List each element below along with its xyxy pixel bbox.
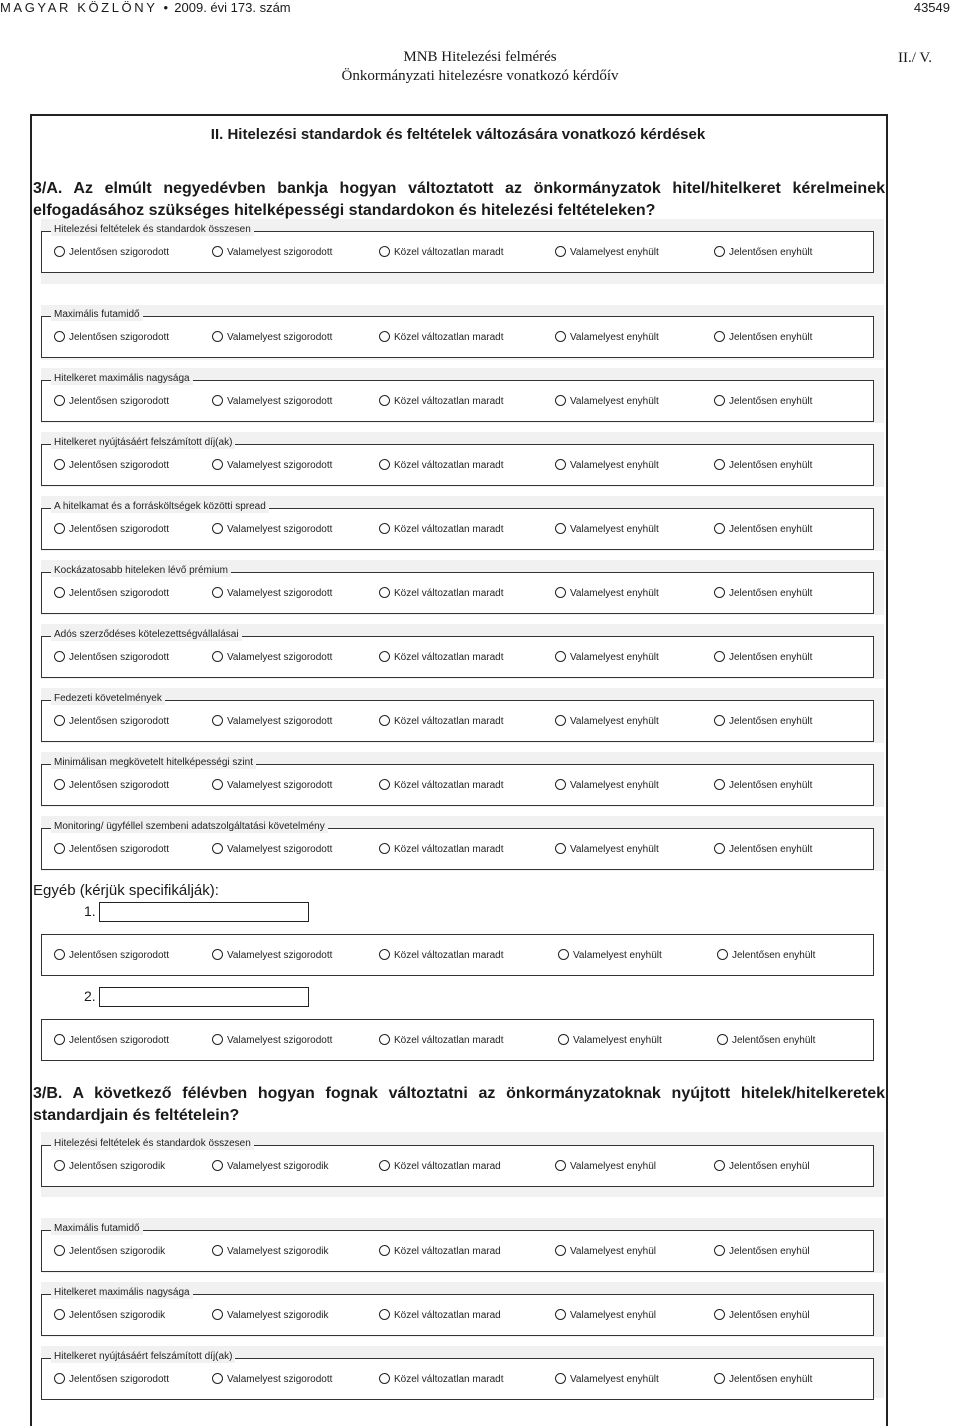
option-label: Valamelyest szigorodott bbox=[227, 247, 333, 258]
option-label: Jelentősen szigorodott bbox=[69, 396, 170, 407]
radio-circle-icon[interactable] bbox=[212, 523, 223, 534]
radio-circle-icon[interactable] bbox=[714, 523, 725, 534]
radio-circle-icon[interactable] bbox=[714, 715, 725, 726]
radio-circle-icon[interactable] bbox=[212, 651, 223, 662]
group-3a-other-1-option-5[interactable] bbox=[717, 949, 815, 961]
option-label: Valamelyest enyhült bbox=[570, 588, 659, 599]
group-3a-other-1-option-4[interactable] bbox=[558, 949, 662, 961]
radio-circle-icon[interactable] bbox=[54, 1309, 65, 1320]
group-3b-1-label: Hitelezési feltételek és standardok összesen bbox=[51, 1138, 254, 1150]
group-3a-3-option-1[interactable] bbox=[54, 395, 169, 407]
option-label: Jelentősen szigorodott bbox=[69, 247, 170, 258]
option-label: Valamelyest enyhült bbox=[570, 716, 659, 727]
option-label: Jelentősen szigorodott bbox=[69, 716, 170, 727]
option-label: Jelentősen enyhült bbox=[729, 588, 813, 599]
option-label: Közel változatlan maradt bbox=[394, 332, 504, 343]
group-3a-3-option-4[interactable] bbox=[555, 395, 659, 407]
option-label: Valamelyest szigorodott bbox=[227, 950, 333, 961]
group-3a-10-option-5[interactable] bbox=[714, 843, 812, 855]
option-label: Jelentősen szigorodik bbox=[69, 1310, 166, 1321]
group-3a-9-label: Minimálisan megkövetelt hitelképességi szint bbox=[51, 757, 256, 769]
option-label: Jelentősen enyhült bbox=[732, 950, 816, 961]
group-3b-4-option-4[interactable] bbox=[555, 1373, 659, 1385]
option-label: Jelentősen enyhült bbox=[729, 460, 813, 471]
radio-circle-icon[interactable] bbox=[212, 843, 223, 854]
radio-circle-icon[interactable] bbox=[379, 843, 390, 854]
option-label: Valamelyest enyhült bbox=[570, 844, 659, 855]
group-3a-6-option-5[interactable] bbox=[714, 587, 812, 599]
radio-circle-icon[interactable] bbox=[212, 587, 223, 598]
radio-circle-icon[interactable] bbox=[379, 459, 390, 470]
radio-circle-icon[interactable] bbox=[212, 949, 223, 960]
option-label: Jelentősen szigorodott bbox=[69, 332, 170, 343]
group-3a-6-option-3[interactable] bbox=[379, 587, 504, 599]
group-3b-3-option-5[interactable] bbox=[714, 1309, 810, 1321]
option-label: Valamelyest szigorodott bbox=[227, 524, 333, 535]
other-item-input-1[interactable] bbox=[99, 902, 309, 922]
group-3a-3-option-3[interactable] bbox=[379, 395, 504, 407]
radio-circle-icon[interactable] bbox=[379, 715, 390, 726]
radio-circle-icon[interactable] bbox=[555, 459, 566, 470]
group-3a-other-2-option-4[interactable] bbox=[558, 1034, 662, 1046]
group-3b-2-option-2[interactable] bbox=[212, 1245, 329, 1257]
group-3a-8-option-4[interactable] bbox=[555, 715, 659, 727]
option-label: Közel változatlan maradt bbox=[394, 780, 504, 791]
option-label: Közel változatlan maradt bbox=[394, 652, 504, 663]
radio-circle-icon[interactable] bbox=[714, 1160, 725, 1171]
group-3a-5-option-5[interactable] bbox=[714, 523, 812, 535]
group-3a-9-option-1[interactable] bbox=[54, 779, 169, 791]
radio-circle-icon[interactable] bbox=[379, 1373, 390, 1384]
group-3a-5-option-3[interactable] bbox=[379, 523, 504, 535]
group-3a-9-option-4[interactable] bbox=[555, 779, 659, 791]
other-item-input-2[interactable] bbox=[99, 987, 309, 1007]
group-3b-1-option-2[interactable] bbox=[212, 1160, 329, 1172]
group-3b-3-label: Hitelkeret maximális nagysága bbox=[51, 1287, 193, 1299]
option-label: Jelentősen enyhült bbox=[729, 332, 813, 343]
option-label: Közel változatlan maradt bbox=[394, 396, 504, 407]
group-3b-3-option-1[interactable] bbox=[54, 1309, 165, 1321]
question-3a-line-2: elfogadásához szükséges hitelképességi standardokon és hitelezési feltételeken? bbox=[33, 202, 656, 219]
radio-circle-icon[interactable] bbox=[54, 395, 65, 406]
question-3a-line-1: 3/A. Az elmúlt negyedévben bankja hogyan változtatott az önkormányzatok hitel/hitelkeret kérelmeinek bbox=[33, 180, 885, 197]
radio-circle-icon[interactable] bbox=[558, 949, 569, 960]
option-label: Valamelyest enyhült bbox=[570, 652, 659, 663]
group-3a-4-option-4[interactable] bbox=[555, 459, 659, 471]
option-label: Jelentősen enyhült bbox=[729, 1374, 813, 1385]
radio-circle-icon[interactable] bbox=[714, 1245, 725, 1256]
radio-circle-icon[interactable] bbox=[379, 523, 390, 534]
option-label: Közel változatlan marad bbox=[394, 1161, 501, 1172]
option-label: Valamelyest szigorodott bbox=[227, 460, 333, 471]
group-3a-2-option-1[interactable] bbox=[54, 331, 169, 343]
radio-circle-icon[interactable] bbox=[714, 1309, 725, 1320]
option-label: Valamelyest enyhült bbox=[570, 247, 659, 258]
question-3b bbox=[33, 1083, 885, 1127]
radio-circle-icon[interactable] bbox=[54, 523, 65, 534]
radio-circle-icon[interactable] bbox=[212, 1160, 223, 1171]
group-3a-10-option-3[interactable] bbox=[379, 843, 504, 855]
group-3a-other-1-option-1[interactable] bbox=[54, 949, 169, 961]
form-title-line-1: MNB Hitelezési felmérés bbox=[403, 49, 557, 65]
option-label: Jelentősen szigorodott bbox=[69, 460, 170, 471]
option-label: Közel változatlan maradt bbox=[394, 247, 504, 258]
option-label: Valamelyest enyhült bbox=[573, 950, 662, 961]
option-label: Valamelyest enyhült bbox=[570, 780, 659, 791]
group-3a-1-option-2[interactable] bbox=[212, 246, 332, 258]
group-3a-other-2-option-2[interactable] bbox=[212, 1034, 332, 1046]
group-3a-9-option-2[interactable] bbox=[212, 779, 332, 791]
group-3a-2-option-4[interactable] bbox=[555, 331, 659, 343]
group-3a-6-option-2[interactable] bbox=[212, 587, 332, 599]
group-3a-7-option-2[interactable] bbox=[212, 651, 332, 663]
radio-circle-icon[interactable] bbox=[212, 1034, 223, 1045]
radio-circle-icon[interactable] bbox=[555, 715, 566, 726]
radio-circle-icon[interactable] bbox=[54, 715, 65, 726]
radio-circle-icon[interactable] bbox=[212, 1245, 223, 1256]
radio-circle-icon[interactable] bbox=[555, 1245, 566, 1256]
option-label: Valamelyest szigorodott bbox=[227, 1035, 333, 1046]
radio-circle-icon[interactable] bbox=[212, 459, 223, 470]
option-label: Jelentősen enyhült bbox=[732, 1035, 816, 1046]
radio-circle-icon[interactable] bbox=[54, 843, 65, 854]
other-item-1 bbox=[84, 903, 96, 921]
option-label: Jelentősen enyhült bbox=[729, 780, 813, 791]
radio-circle-icon[interactable] bbox=[717, 949, 728, 960]
radio-circle-icon[interactable] bbox=[555, 395, 566, 406]
radio-circle-icon[interactable] bbox=[379, 587, 390, 598]
radio-circle-icon[interactable] bbox=[212, 715, 223, 726]
page-number: 43549 bbox=[913, 0, 950, 15]
group-3a-1-label: Hitelezési feltételek és standardok összesen bbox=[51, 224, 254, 236]
option-label: Jelentősen enyhült bbox=[729, 844, 813, 855]
option-label: Jelentősen szigorodott bbox=[69, 1374, 170, 1385]
radio-circle-icon[interactable] bbox=[714, 459, 725, 470]
group-3a-10-label: Monitoring/ ügyféllel szembeni adatszolgáltatási követelmény bbox=[51, 821, 328, 833]
option-label: Valamelyest enyhült bbox=[570, 332, 659, 343]
radio-circle-icon[interactable] bbox=[379, 651, 390, 662]
group-3b-1-option-3[interactable] bbox=[379, 1160, 501, 1172]
option-label: Valamelyest enyhült bbox=[570, 460, 659, 471]
group-3b-4-option-5[interactable] bbox=[714, 1373, 812, 1385]
radio-circle-icon[interactable] bbox=[212, 331, 223, 342]
option-label: Jelentősen szigorodott bbox=[69, 1035, 170, 1046]
group-3a-1-option-4[interactable] bbox=[555, 246, 659, 258]
option-label: Valamelyest szigorodik bbox=[227, 1161, 329, 1172]
option-label: Közel változatlan maradt bbox=[394, 588, 504, 599]
radio-circle-icon[interactable] bbox=[379, 246, 390, 257]
radio-circle-icon[interactable] bbox=[714, 779, 725, 790]
option-label: Valamelyest enyhült bbox=[570, 524, 659, 535]
radio-circle-icon[interactable] bbox=[555, 651, 566, 662]
radio-circle-icon[interactable] bbox=[555, 779, 566, 790]
group-3a-other-1-option-3[interactable] bbox=[379, 949, 504, 961]
radio-circle-icon[interactable] bbox=[54, 779, 65, 790]
group-3a-3-option-5[interactable] bbox=[714, 395, 812, 407]
group-3b-4-option-2[interactable] bbox=[212, 1373, 332, 1385]
group-3a-4-option-3[interactable] bbox=[379, 459, 504, 471]
radio-circle-icon[interactable] bbox=[212, 395, 223, 406]
option-label: Valamelyest szigorodott bbox=[227, 844, 333, 855]
radio-circle-icon[interactable] bbox=[54, 651, 65, 662]
radio-circle-icon[interactable] bbox=[717, 1034, 728, 1045]
group-3a-4-label: Hitelkeret nyújtásáért felszámított díj(ak) bbox=[51, 437, 235, 449]
other-item-2 bbox=[84, 988, 96, 1006]
group-3a-2-option-3[interactable] bbox=[379, 331, 504, 343]
group-3a-5-option-2[interactable] bbox=[212, 523, 332, 535]
option-label: Jelentősen enyhül bbox=[729, 1161, 810, 1172]
group-3b-4-option-1[interactable] bbox=[54, 1373, 169, 1385]
group-3a-6-label: Kockázatosabb hiteleken lévő prémium bbox=[51, 565, 231, 577]
radio-circle-icon[interactable] bbox=[714, 843, 725, 854]
option-label: Valamelyest szigorodott bbox=[227, 652, 333, 663]
radio-circle-icon[interactable] bbox=[558, 1034, 569, 1045]
group-3a-10-option-2[interactable] bbox=[212, 843, 332, 855]
radio-circle-icon[interactable] bbox=[714, 1373, 725, 1384]
radio-circle-icon[interactable] bbox=[714, 331, 725, 342]
group-3a-7-option-3[interactable] bbox=[379, 651, 504, 663]
group-3b-2-option-1[interactable] bbox=[54, 1245, 165, 1257]
option-label: Jelentősen szigorodott bbox=[69, 652, 170, 663]
radio-circle-icon[interactable] bbox=[714, 651, 725, 662]
option-label: Valamelyest enyhült bbox=[570, 396, 659, 407]
group-3a-5-option-4[interactable] bbox=[555, 523, 659, 535]
option-label: Jelentősen szigorodott bbox=[69, 844, 170, 855]
group-3a-9-option-3[interactable] bbox=[379, 779, 504, 791]
group-3a-5-label: A hitelkamat és a forrásköltségek közötti spread bbox=[51, 501, 269, 513]
option-label: Valamelyest szigorodott bbox=[227, 716, 333, 727]
group-3b-3-option-4[interactable] bbox=[555, 1309, 656, 1321]
group-3a-3-label: Hitelkeret maximális nagysága bbox=[51, 373, 193, 385]
radio-circle-icon[interactable] bbox=[555, 331, 566, 342]
group-3a-1-option-1[interactable] bbox=[54, 246, 169, 258]
radio-circle-icon[interactable] bbox=[379, 331, 390, 342]
option-label: Jelentősen szigorodott bbox=[69, 950, 170, 961]
question-3b-line-1: 3/B. A következő félévben hogyan fognak változtatni az önkormányzatoknak nyújtott hitelek/hitelkeretek bbox=[33, 1085, 885, 1102]
group-3a-2-option-2[interactable] bbox=[212, 331, 332, 343]
group-3a-1-option-3[interactable] bbox=[379, 246, 504, 258]
group-3a-7-option-5[interactable] bbox=[714, 651, 812, 663]
option-label: Valamelyest enyhül bbox=[570, 1310, 656, 1321]
journal-name: MAGYAR KÖZLÖNY bbox=[0, 0, 158, 15]
option-label: Jelentősen szigorodik bbox=[69, 1246, 166, 1257]
header-bullet: • bbox=[163, 0, 169, 15]
radio-circle-icon[interactable] bbox=[714, 587, 725, 598]
option-label: Jelentősen szigorodott bbox=[69, 780, 170, 791]
option-label: Közel változatlan maradt bbox=[394, 1035, 504, 1046]
option-label: Valamelyest szigorodott bbox=[227, 780, 333, 791]
option-label: Közel változatlan maradt bbox=[394, 844, 504, 855]
group-3a-4-option-1[interactable] bbox=[54, 459, 169, 471]
option-label: Közel változatlan maradt bbox=[394, 1374, 504, 1385]
option-label: Közel változatlan maradt bbox=[394, 950, 504, 961]
radio-circle-icon[interactable] bbox=[555, 587, 566, 598]
group-3a-8-label: Fedezeti követelmények bbox=[51, 693, 165, 705]
radio-circle-icon[interactable] bbox=[54, 246, 65, 257]
option-label: Jelentősen enyhült bbox=[729, 396, 813, 407]
radio-circle-icon[interactable] bbox=[555, 843, 566, 854]
group-3a-8-option-1[interactable] bbox=[54, 715, 169, 727]
group-3a-4-option-5[interactable] bbox=[714, 459, 812, 471]
option-label: Valamelyest enyhül bbox=[570, 1161, 656, 1172]
group-3a-5-option-1[interactable] bbox=[54, 523, 169, 535]
option-label: Valamelyest szigorodik bbox=[227, 1246, 329, 1257]
group-3a-other-2-option-3[interactable] bbox=[379, 1034, 504, 1046]
option-label: Valamelyest szigorodott bbox=[227, 588, 333, 599]
form-title-line-2: Önkormányzati hitelezésre vonatkozó kérdőív bbox=[341, 68, 619, 84]
radio-circle-icon[interactable] bbox=[54, 1160, 65, 1171]
option-label: Valamelyest enyhül bbox=[570, 1246, 656, 1257]
group-3a-7-option-4[interactable] bbox=[555, 651, 659, 663]
group-3a-7-label: Adós szerződéses kötelezettségvállalásai bbox=[51, 629, 242, 641]
group-3a-4-option-2[interactable] bbox=[212, 459, 332, 471]
other-item-number: 1. bbox=[84, 903, 96, 919]
group-3b-1-option-4[interactable] bbox=[555, 1160, 656, 1172]
group-3b-3-option-2[interactable] bbox=[212, 1309, 329, 1321]
option-label: Valamelyest szigorodott bbox=[227, 1374, 333, 1385]
radio-circle-icon[interactable] bbox=[555, 1373, 566, 1384]
radio-circle-icon[interactable] bbox=[555, 523, 566, 534]
radio-circle-icon[interactable] bbox=[212, 1309, 223, 1320]
option-label: Jelentősen enyhült bbox=[729, 247, 813, 258]
group-3b-4-label: Hitelkeret nyújtásáért felszámított díj(ak) bbox=[51, 1351, 235, 1363]
radio-circle-icon[interactable] bbox=[379, 1309, 390, 1320]
radio-circle-icon[interactable] bbox=[379, 949, 390, 960]
radio-circle-icon[interactable] bbox=[379, 1034, 390, 1045]
option-label: Jelentősen enyhül bbox=[729, 1310, 810, 1321]
group-3b-2-option-3[interactable] bbox=[379, 1245, 501, 1257]
group-3b-1-option-5[interactable] bbox=[714, 1160, 810, 1172]
group-3a-7-option-1[interactable] bbox=[54, 651, 169, 663]
radio-circle-icon[interactable] bbox=[212, 779, 223, 790]
group-3b-2-option-4[interactable] bbox=[555, 1245, 656, 1257]
group-3a-9-option-5[interactable] bbox=[714, 779, 812, 791]
option-label: Közel változatlan marad bbox=[394, 1246, 501, 1257]
radio-circle-icon[interactable] bbox=[54, 1245, 65, 1256]
group-3b-3-option-3[interactable] bbox=[379, 1309, 501, 1321]
question-3b-line-2: standardjain és feltételein? bbox=[33, 1107, 240, 1124]
group-3a-8-option-2[interactable] bbox=[212, 715, 332, 727]
group-3a-other-1-option-2[interactable] bbox=[212, 949, 332, 961]
radio-circle-icon[interactable] bbox=[555, 1160, 566, 1171]
group-3b-4-option-3[interactable] bbox=[379, 1373, 504, 1385]
group-3a-other-2-option-5[interactable] bbox=[717, 1034, 815, 1046]
group-3a-1-option-5[interactable] bbox=[714, 246, 812, 258]
option-label: Valamelyest enyhült bbox=[573, 1035, 662, 1046]
option-label: Valamelyest szigorodik bbox=[227, 1310, 329, 1321]
group-3a-10-option-4[interactable] bbox=[555, 843, 659, 855]
radio-circle-icon[interactable] bbox=[379, 1160, 390, 1171]
radio-circle-icon[interactable] bbox=[379, 395, 390, 406]
form-code: II./ V. bbox=[897, 50, 932, 66]
radio-circle-icon[interactable] bbox=[54, 949, 65, 960]
group-3b-2-option-5[interactable] bbox=[714, 1245, 810, 1257]
other-label: Egyéb (kérjük specifikálják): bbox=[33, 882, 219, 899]
group-3a-8-option-3[interactable] bbox=[379, 715, 504, 727]
issue-label: 2009. évi 173. szám bbox=[174, 0, 291, 15]
option-label: Jelentősen enyhült bbox=[729, 652, 813, 663]
group-3a-6-option-4[interactable] bbox=[555, 587, 659, 599]
radio-circle-icon[interactable] bbox=[54, 459, 65, 470]
section-title: II. Hitelezési standardok és feltételek változására vonatkozó kérdések bbox=[210, 126, 706, 143]
option-label: Jelentősen szigorodott bbox=[69, 524, 170, 535]
group-3b-1-option-1[interactable] bbox=[54, 1160, 165, 1172]
radio-circle-icon[interactable] bbox=[54, 587, 65, 598]
group-3a-2-label: Maximális futamidő bbox=[51, 309, 143, 321]
option-label: Jelentősen szigorodik bbox=[69, 1161, 166, 1172]
other-item-number: 2. bbox=[84, 988, 96, 1004]
group-3a-8-option-5[interactable] bbox=[714, 715, 812, 727]
radio-circle-icon[interactable] bbox=[714, 395, 725, 406]
option-label: Jelentősen enyhül bbox=[729, 1246, 810, 1257]
radio-circle-icon[interactable] bbox=[714, 246, 725, 257]
radio-circle-icon[interactable] bbox=[379, 779, 390, 790]
group-3a-6-option-1[interactable] bbox=[54, 587, 169, 599]
option-label: Közel változatlan maradt bbox=[394, 524, 504, 535]
option-label: Valamelyest szigorodott bbox=[227, 396, 333, 407]
option-label: Jelentősen enyhült bbox=[729, 716, 813, 727]
question-3a bbox=[33, 178, 885, 222]
radio-circle-icon[interactable] bbox=[379, 1245, 390, 1256]
group-3a-10-option-1[interactable] bbox=[54, 843, 169, 855]
radio-circle-icon[interactable] bbox=[54, 331, 65, 342]
option-label: Jelentősen szigorodott bbox=[69, 588, 170, 599]
radio-circle-icon[interactable] bbox=[212, 246, 223, 257]
group-3a-3-option-2[interactable] bbox=[212, 395, 332, 407]
radio-circle-icon[interactable] bbox=[555, 1309, 566, 1320]
group-3a-other-2-option-1[interactable] bbox=[54, 1034, 169, 1046]
option-label: Közel változatlan maradt bbox=[394, 460, 504, 471]
option-label: Valamelyest enyhült bbox=[570, 1374, 659, 1385]
option-label: Valamelyest szigorodott bbox=[227, 332, 333, 343]
radio-circle-icon[interactable] bbox=[555, 246, 566, 257]
radio-circle-icon[interactable] bbox=[54, 1034, 65, 1045]
form-title bbox=[0, 48, 960, 86]
group-3b-2-label: Maximális futamidő bbox=[51, 1223, 143, 1235]
option-label: Közel változatlan marad bbox=[394, 1310, 501, 1321]
radio-circle-icon[interactable] bbox=[212, 1373, 223, 1384]
journal-header bbox=[0, 0, 291, 15]
radio-circle-icon[interactable] bbox=[54, 1373, 65, 1384]
group-3a-2-option-5[interactable] bbox=[714, 331, 812, 343]
option-label: Jelentősen enyhült bbox=[729, 524, 813, 535]
option-label: Közel változatlan maradt bbox=[394, 716, 504, 727]
